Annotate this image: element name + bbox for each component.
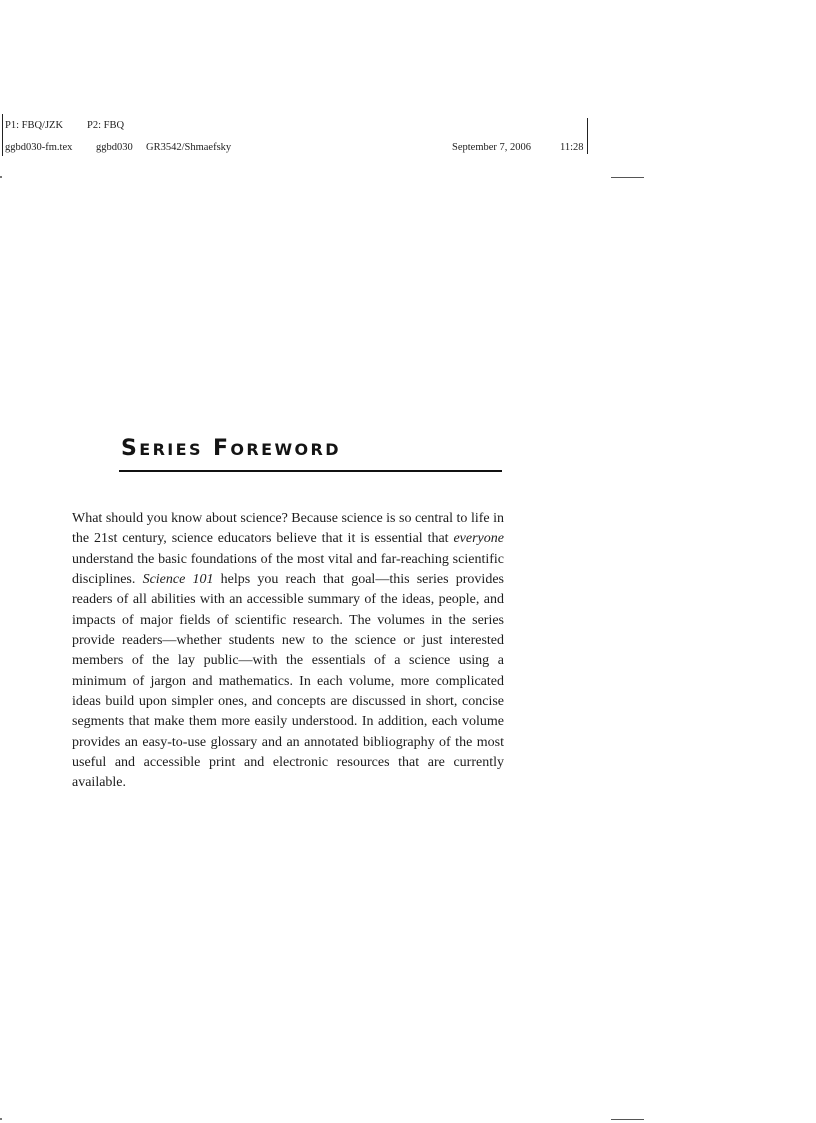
slug-p1: P1: FBQ/JZK [5, 120, 64, 131]
foreword-text-2: understand the basic foundations of the most vital and far-reaching scientific disciplines. [72, 551, 504, 588]
title-underline [119, 470, 502, 472]
title-rest-foreword: OREWORD [230, 440, 341, 459]
foreword-text-3: helps you reach that goal—this series provides readers of all abilities with an accessible summary of the ideas, people, and impacts of major fields of scientific research. The volumes in the series provide readers—whether students new to the science or just interested members of the lay public—with the essentials of a science using a minimum of jargon and mathematics. In each volume, more complicated ideas build upon simpler ones, and concepts are discussed in short, concise segments that make them more easily understood. In addition, each volume provides an easy-to-use glossary and an annotated bibliography of the most useful and accessible print and electronic resources that are currently available. [72, 572, 504, 791]
slug-p2: P2: FBQ [87, 120, 125, 131]
slug-code: ggbd030 [96, 142, 133, 153]
slug-left-rule [2, 114, 3, 156]
section-title [121, 436, 341, 461]
crop-mark-bottom-right [611, 1119, 644, 1120]
slug-series-ref: GR3542/Shmaefsky [146, 142, 232, 153]
slug-file: ggbd030-fm.tex [5, 142, 73, 153]
title-rest-series: ERIES [139, 440, 203, 459]
slug-date: September 7, 2006 [452, 142, 532, 153]
title-cap-s: S [121, 436, 140, 461]
foreword-text-1: What should you know about science? Because science is so central to life in the 21st century, science educators believe that it is essential that [72, 511, 504, 547]
crop-mark-bottom-left [0, 1118, 2, 1120]
foreword-emphasis-everyone: everyone [453, 531, 504, 547]
foreword-emphasis-science-101: Science 101 [142, 572, 214, 588]
slug-time: 11:28 [560, 142, 584, 153]
title-cap-f: F [212, 436, 231, 461]
crop-mark-top-left [0, 176, 2, 178]
crop-mark-top-right [611, 177, 644, 178]
foreword-paragraph [72, 509, 504, 794]
slug-right-rule [587, 118, 588, 154]
